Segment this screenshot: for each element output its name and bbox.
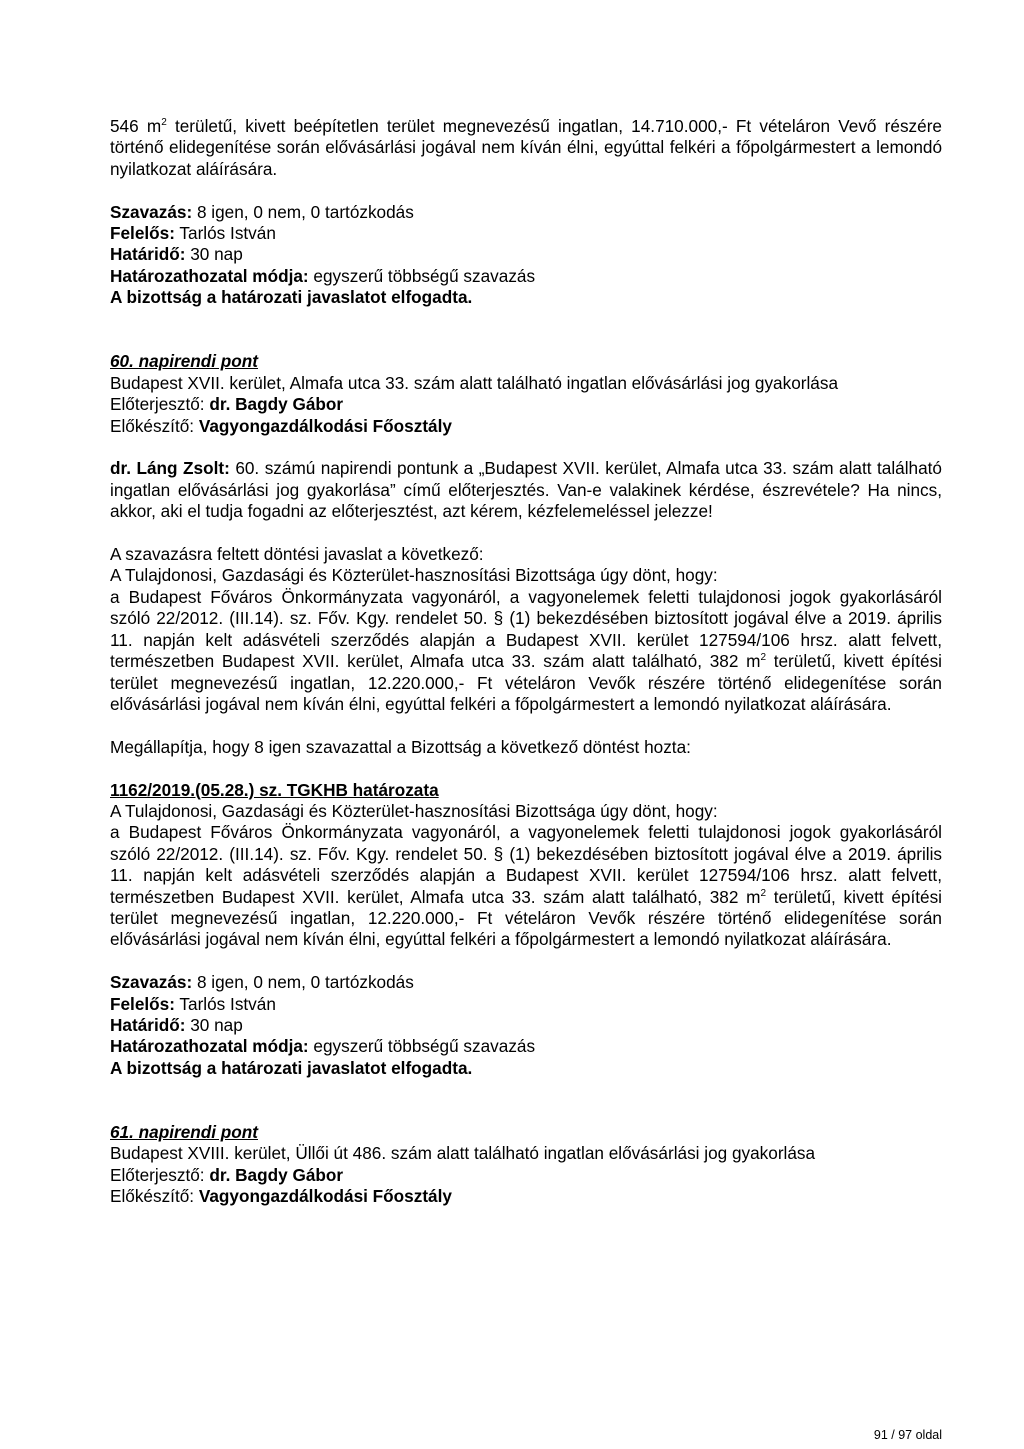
- vote-block-1: [110, 202, 942, 309]
- intro-text-b: területű, kivett beépítetlen terület megnevezésű ingatlan, 14.710.000,- Ft vételáron Vevő részére történő elidegenítése során elővásárlási jogával nem kíván élni, egyúttal felkéri a főpolgármestert a lemondó nyilatkozat aláírására.: [110, 116, 942, 179]
- vote-block-2: [110, 972, 942, 1079]
- presenter-line: Előterjesztő: dr. Bagdy Gábor: [110, 394, 344, 415]
- vote-line: Szavazás: 8 igen, 0 nem, 0 tartózkodás: [110, 972, 414, 993]
- superscript: 2: [760, 652, 766, 664]
- agenda-subject: Budapest XVIII. kerület, Üllői út 486. szám alatt található ingatlan elővásárlási jog gyakorlása: [110, 1143, 816, 1164]
- agenda-subject: Budapest XVII. kerület, Almafa utca 33. szám alatt található ingatlan elővásárlási jog gyakorlása: [110, 372, 839, 393]
- decision-title: 1162/2019.(05.28.) sz. TGKHB határozata: [110, 779, 439, 800]
- vote-line: Szavazás: 8 igen, 0 nem, 0 tartózkodás: [110, 201, 414, 222]
- agenda-item-61: [110, 1122, 942, 1208]
- method-line: Határozathozatal módja: egyszerű többségű szavazás: [110, 265, 536, 286]
- result-line: A bizottság a határozati javaslatot elfogadta.: [110, 287, 473, 308]
- decision-text: a Budapest Főváros Önkormányzata vagyonáról, a vagyonelemek feletti tulajdonosi jogok gyakorlásáról szóló 22/2012. (III.14). sz. Főv. Kgy. rendelet 50. § (1) bekezdésében biztosított jogával élve a 2019. április 11. napján kelt adásvételi szerződés alapján a Budapest XVII. kerület 127594/106 hrsz. alatt felvett, természetben Budapest XVII. kerület, Almafa utca 33. szám alatt található, 382 $m^2$ területű, kivett építési terület megnevezésű ingatlan, 12.220.000,- Ft vételáron Vevők részére történő elidegenítése során elővásárlási jogával nem kíván élni, egyúttal felkéri a főpolgármestert a lemondó nyilatkozat aláírására.: [110, 822, 942, 950]
- presenter-line: Előterjesztő: dr. Bagdy Gábor: [110, 1164, 344, 1185]
- intro-paragraph: [110, 116, 942, 180]
- finding-line: Megállapítja, hogy 8 igen szavazattal a Bizottság a következő döntést hozta:: [110, 736, 691, 757]
- decision-line: A Tulajdonosi, Gazdasági és Közterület-hasznosítási Bizottsága úgy dönt, hogy:: [110, 800, 718, 821]
- superscript: 2: [760, 887, 766, 899]
- agenda-item-60: [110, 351, 942, 1079]
- responsible-line: Felelős: Tarlós István: [110, 223, 276, 244]
- superscript: 2: [161, 117, 167, 128]
- deadline-line: Határidő: 30 nap: [110, 1014, 243, 1035]
- proposal-line: A Tulajdonosi, Gazdasági és Közterület-hasznosítási Bizottsága úgy dönt, hogy:: [110, 565, 718, 586]
- page-number: 91 / 97 oldal: [873, 1428, 942, 1442]
- proposal-intro: A szavazásra feltett döntési javaslat a következő:: [110, 544, 484, 565]
- proposal-text: a Budapest Főváros Önkormányzata vagyonáról, a vagyonelemek feletti tulajdonosi jogok gyakorlásáról szóló 22/2012. (III.14). sz. Főv. Kgy. rendelet 50. § (1) bekezdésében biztosított jogával élve a 2019. április 11. napján kelt adásvételi szerződés alapján a Budapest XVII. kerület 127594/106 hrsz. alatt felvett, természetben Budapest XVII. kerület, Almafa utca 33. szám alatt található, 382 $m^2$ területű, kivett építési terület megnevezésű ingatlan, 12.220.000,- Ft vételáron Vevők részére történő elidegenítése során elővásárlási jogával nem kíván élni, egyúttal felkéri a főpolgármestert a lemondó nyilatkozat aláírására.: [110, 586, 942, 714]
- result-line: A bizottság a határozati javaslatot elfogadta.: [110, 1057, 473, 1078]
- intro-text-a: 546 m: [110, 116, 162, 136]
- preparer-line: Előkészítő: Vagyongazdálkodási Főosztály: [110, 415, 452, 436]
- speaker-name: dr. Láng Zsolt:: [110, 458, 230, 479]
- agenda-heading: 61. napirendi pont: [110, 1121, 259, 1142]
- speech-paragraph: dr. Láng Zsolt: 60. számú napirendi pontunk a „Budapest XVII. kerület, Almafa utca 33. szám alatt található ingatlan elővásárlási jog gyakorlása” című előterjesztés. Van-e valakinek kérdése, észrevétele? Ha nincs, akkor, aki el tudja fogadni az előterjesztést, azt kérem, kézfelemeléssel jelezze!: [110, 458, 942, 522]
- document-page: [110, 116, 942, 1208]
- deadline-line: Határidő: 30 nap: [110, 244, 243, 265]
- responsible-line: Felelős: Tarlós István: [110, 993, 276, 1014]
- method-line: Határozathozatal módja: egyszerű többségű szavazás: [110, 1036, 536, 1057]
- preparer-line: Előkészítő: Vagyongazdálkodási Főosztály: [110, 1186, 452, 1207]
- agenda-heading: 60. napirendi pont: [110, 351, 259, 372]
